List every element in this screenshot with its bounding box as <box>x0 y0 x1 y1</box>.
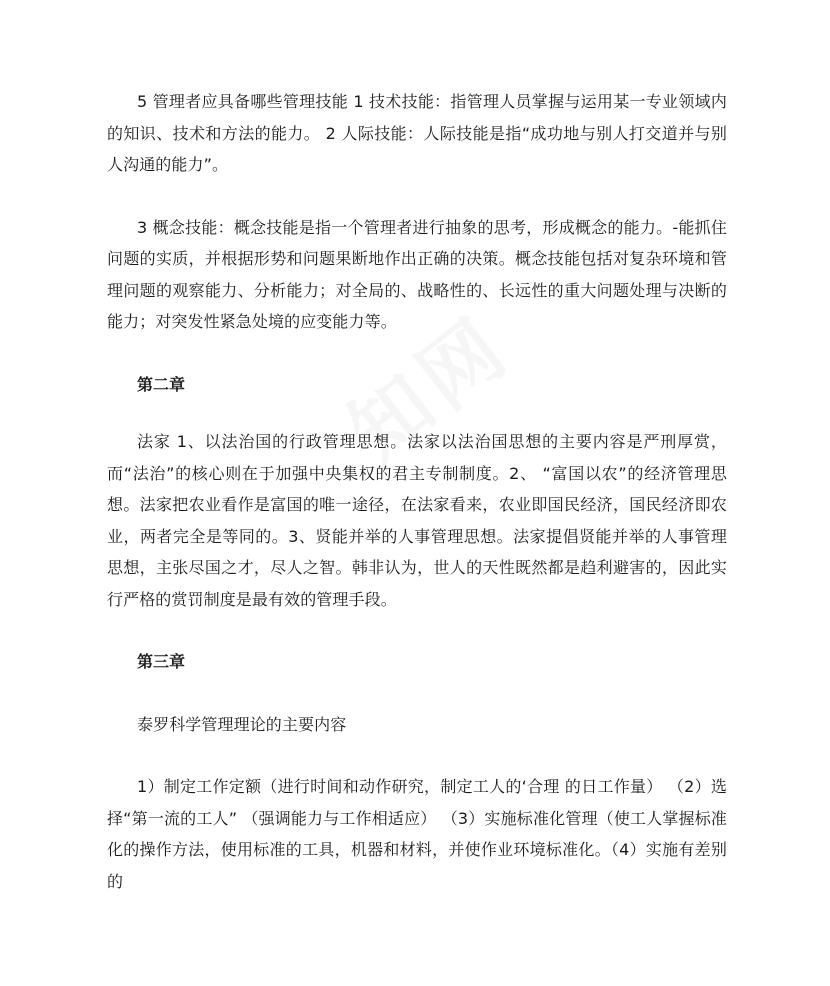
paragraph-taylor-title: 泰罗科学管理理论的主要内容 <box>137 714 347 734</box>
paragraph-conceptual-skills: 3 概念技能：概念技能是指一个管理者进行抽象的思考，形成概念的能力。-能抓住问题的实质，并根据形势和问题果断地作出正确的决策。概念技能包括对复杂环境和管理问题的观察能力、分析能力；对全局的、战略性的、长远性的重大问题处理与决断的能力；对突发性紧急处境的应变能力等。 <box>107 217 727 331</box>
paragraph-legalism: 法家 1、以法治国的行政管理思想。法家以法治国思想的主要内容是严刑厚赏，而“法治”的核心则在于加强中央集权的君主专制制度。2、 “富国以农”的经济管理思想。法家把农业看作是富国的唯一途径，在法家看来，农业即国民经济，国民经济即农业，两者完全是等同的。3、贤能并举的人事管理思想。法家提倡贤能并举的人事管理思想，主张尽国之才，尽人之智。韩非认为，世人的天性既然都是趋利避害的，因此实行严格的赏罚制度是最有效的管理手段。 <box>107 432 727 609</box>
chapter-3-heading: 第三章 <box>137 652 186 671</box>
document-body <box>107 86 727 897</box>
paragraph-management-skills: 5 管理者应具备哪些管理技能 1 技术技能：指管理人员掌握与运用某一专业领域内的知识、技术和方法的能力。 2 人际技能：人际技能是指“成功地与别人打交道并与别人沟通的能力”。 <box>107 92 727 174</box>
paragraph-taylor-content: 1）制定工作定额（进行时间和动作研究，制定工人的‘合理 的日工作量） （2）选择“第一流的工人” （强调能力与工作相适应） （3）实施标准化管理（使工人掌握标准化的操作方法，使用标准的工具，机器和材料，并使作业环境标准化。（4）实施有差别的 <box>107 777 727 891</box>
chapter-2-heading: 第二章 <box>137 374 186 394</box>
